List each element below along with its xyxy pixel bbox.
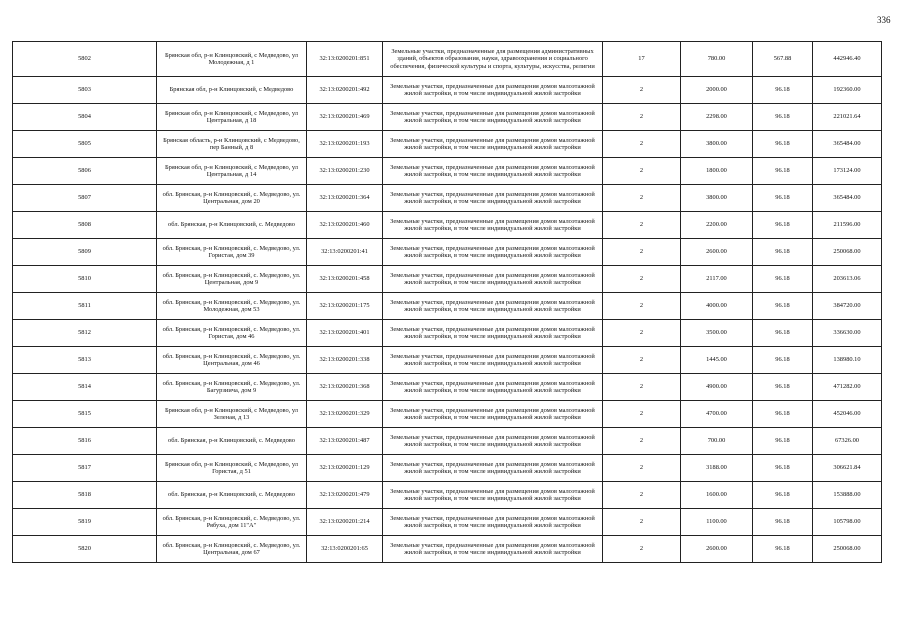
area-cell: 700.00 [681,428,753,455]
cadastral-number-cell: 32:13:0200201:364 [307,185,383,212]
land-use-cell: Земельные участки, предназначенные для размещения административных зданий, объектов образования, науки, здравоохранения и социального обеспечения, физической культуры и спорта, культуры, искусства, религии [383,42,603,77]
table-row [13,158,882,185]
table-row [13,293,882,320]
area-cell: 3800.00 [681,131,753,158]
area-cell: 1800.00 [681,158,753,185]
cadastral-value-cell: 221021.64 [813,104,882,131]
address-cell: обл. Брянская, р-н Клинцовский, с. Медведово [157,212,307,239]
group-cell: 2 [603,293,681,320]
land-use-cell: Земельные участки, предназначенные для размещения домов малоэтажной жилой застройки, в том числе индивидуальной жилой застройки [383,131,603,158]
row-number: 5818 [13,482,157,509]
cadastral-number-cell: 32:13:0200201:214 [307,509,383,536]
area-cell: 780.00 [681,42,753,77]
row-number: 5816 [13,428,157,455]
group-cell: 2 [603,158,681,185]
cadastral-number-cell: 32:13:0200201:368 [307,374,383,401]
group-cell: 2 [603,428,681,455]
table-row [13,455,882,482]
specific-value-cell: 96.18 [753,239,813,266]
area-cell: 1600.00 [681,482,753,509]
table-row [13,131,882,158]
cadastral-number-cell: 32:13:0200201:129 [307,455,383,482]
cadastral-number-cell: 32:13:0200201:41 [307,239,383,266]
row-number: 5815 [13,401,157,428]
table-row [13,42,882,77]
area-cell: 2000.00 [681,77,753,104]
address-cell: обл. Брянская, р-н Клинцовский, с. Медведово, ул. Гористая, дом 46 [157,320,307,347]
row-number: 5807 [13,185,157,212]
table-row [13,374,882,401]
land-use-cell: Земельные участки, предназначенные для размещения домов малоэтажной жилой застройки, в том числе индивидуальной жилой застройки [383,536,603,563]
area-cell: 4000.00 [681,293,753,320]
area-cell: 2117.00 [681,266,753,293]
row-number: 5808 [13,212,157,239]
address-cell: обл. Брянская, р-н Клинцовский, с. Медведово, ул. Рябуха, дом 11"А" [157,509,307,536]
area-cell: 3500.00 [681,320,753,347]
specific-value-cell: 96.18 [753,212,813,239]
address-cell: обл. Брянская, р-н Клинцовский, с. Медведово, ул. Молодежная, дом 53 [157,293,307,320]
cadastral-value-cell: 192360.00 [813,77,882,104]
land-use-cell: Земельные участки, предназначенные для размещения домов малоэтажной жилой застройки, в том числе индивидуальной жилой застройки [383,347,603,374]
cadastral-value-cell: 384720.00 [813,293,882,320]
cadastral-number-cell: 32:13:0200201:329 [307,401,383,428]
land-use-cell: Земельные участки, предназначенные для размещения домов малоэтажной жилой застройки, в том числе индивидуальной жилой застройки [383,401,603,428]
address-cell: обл. Брянская, р-н Клинцовский, с. Медведово [157,482,307,509]
specific-value-cell: 96.18 [753,374,813,401]
table-row [13,77,882,104]
page-number: 336 [877,15,891,25]
address-cell: Брянская обл, р-н Клинцовский, с Медведово, ул Центральная, д 18 [157,104,307,131]
specific-value-cell: 96.18 [753,293,813,320]
land-use-cell: Земельные участки, предназначенные для размещения домов малоэтажной жилой застройки, в том числе индивидуальной жилой застройки [383,509,603,536]
area-cell: 4900.00 [681,374,753,401]
area-cell: 3800.00 [681,185,753,212]
address-cell: Брянская обл, р-н Клинцовский, с Медведово, ул Зеленая, д 13 [157,401,307,428]
cadastral-number-cell: 32:13:0200201:469 [307,104,383,131]
group-cell: 2 [603,77,681,104]
table-row [13,266,882,293]
cadastral-number-cell: 32:13:0200201:338 [307,347,383,374]
area-cell: 2298.00 [681,104,753,131]
cadastral-number-cell: 32:13:0200201:401 [307,320,383,347]
group-cell: 2 [603,212,681,239]
specific-value-cell: 96.18 [753,185,813,212]
row-number: 5810 [13,266,157,293]
land-use-cell: Земельные участки, предназначенные для размещения домов малоэтажной жилой застройки, в том числе индивидуальной жилой застройки [383,239,603,266]
land-use-cell: Земельные участки, предназначенные для размещения домов малоэтажной жилой застройки, в том числе индивидуальной жилой застройки [383,482,603,509]
address-cell: Брянская обл, р-н Клинцовский, с Медведово, ул Центральная, д 14 [157,158,307,185]
row-number: 5811 [13,293,157,320]
row-number: 5809 [13,239,157,266]
cadastral-number-cell: 32:13:0200201:492 [307,77,383,104]
cadastral-number-cell: 32:13:0200201:460 [307,212,383,239]
address-cell: обл. Брянская, р-н Клинцовский, с. Медведово, ул. Центральная, дом 9 [157,266,307,293]
row-number: 5817 [13,455,157,482]
cadastral-value-cell: 365484.00 [813,131,882,158]
cadastral-value-table [12,41,882,563]
address-cell: обл. Брянская, р-н Клинцовский, с. Медведово, ул. Гористая, дом 39 [157,239,307,266]
table-row [13,212,882,239]
cadastral-number-cell: 32:13:0200201:458 [307,266,383,293]
address-cell: обл. Брянская, р-н Клинцовский, с. Медведово [157,428,307,455]
land-use-cell: Земельные участки, предназначенные для размещения домов малоэтажной жилой застройки, в том числе индивидуальной жилой застройки [383,104,603,131]
address-cell: Брянская область, р-н Клинцовский, с Медведово, пер Банный, д 8 [157,131,307,158]
land-use-cell: Земельные участки, предназначенные для размещения домов малоэтажной жилой застройки, в том числе индивидуальной жилой застройки [383,293,603,320]
area-cell: 4700.00 [681,401,753,428]
table-row [13,347,882,374]
address-cell: Брянская обл, р-н Клинцовский, с Медведово, ул Гористая, д 51 [157,455,307,482]
cadastral-value-cell: 203613.06 [813,266,882,293]
specific-value-cell: 96.18 [753,347,813,374]
specific-value-cell: 567.88 [753,42,813,77]
specific-value-cell: 96.18 [753,428,813,455]
group-cell: 2 [603,509,681,536]
land-use-cell: Земельные участки, предназначенные для размещения домов малоэтажной жилой застройки, в том числе индивидуальной жилой застройки [383,428,603,455]
group-cell: 2 [603,131,681,158]
row-number: 5814 [13,374,157,401]
row-number: 5805 [13,131,157,158]
land-use-cell: Земельные участки, предназначенные для размещения домов малоэтажной жилой застройки, в том числе индивидуальной жилой застройки [383,212,603,239]
cadastral-value-cell: 250068.00 [813,239,882,266]
cadastral-value-cell: 365484.00 [813,185,882,212]
row-number: 5806 [13,158,157,185]
land-use-cell: Земельные участки, предназначенные для размещения домов малоэтажной жилой застройки, в том числе индивидуальной жилой застройки [383,158,603,185]
specific-value-cell: 96.18 [753,509,813,536]
land-use-cell: Земельные участки, предназначенные для размещения домов малоэтажной жилой застройки, в том числе индивидуальной жилой застройки [383,266,603,293]
cadastral-value-cell: 67326.00 [813,428,882,455]
cadastral-number-cell: 32:13:0200201:851 [307,42,383,77]
cadastral-value-cell: 173124.00 [813,158,882,185]
row-number: 5803 [13,77,157,104]
table-body [13,42,882,563]
specific-value-cell: 96.18 [753,455,813,482]
table-row [13,509,882,536]
cadastral-value-cell: 105798.00 [813,509,882,536]
land-use-cell: Земельные участки, предназначенные для размещения домов малоэтажной жилой застройки, в том числе индивидуальной жилой застройки [383,185,603,212]
area-cell: 2600.00 [681,536,753,563]
specific-value-cell: 96.18 [753,158,813,185]
row-number: 5812 [13,320,157,347]
group-cell: 2 [603,239,681,266]
specific-value-cell: 96.18 [753,401,813,428]
area-cell: 2200.00 [681,212,753,239]
area-cell: 1100.00 [681,509,753,536]
address-cell: обл. Брянская, р-н Клинцовский, с. Медведово, ул. Центральная, дом 20 [157,185,307,212]
cadastral-value-cell: 153888.00 [813,482,882,509]
table-row [13,320,882,347]
cadastral-number-cell: 32:13:0200201:65 [307,536,383,563]
land-use-cell: Земельные участки, предназначенные для размещения домов малоэтажной жилой застройки, в том числе индивидуальной жилой застройки [383,374,603,401]
address-cell: обл. Брянская, р-н Клинцовский, с. Медведово, ул. Центральная, дом 67 [157,536,307,563]
group-cell: 2 [603,320,681,347]
group-cell: 2 [603,482,681,509]
specific-value-cell: 96.18 [753,77,813,104]
cadastral-number-cell: 32:13:0200201:193 [307,131,383,158]
land-use-cell: Земельные участки, предназначенные для размещения домов малоэтажной жилой застройки, в том числе индивидуальной жилой застройки [383,320,603,347]
group-cell: 2 [603,374,681,401]
row-number: 5820 [13,536,157,563]
group-cell: 2 [603,536,681,563]
address-cell: обл. Брянская, р-н Клинцовский, с. Медведово, ул. Багурзиича, дом 9 [157,374,307,401]
table-row [13,428,882,455]
cadastral-value-cell: 138980.10 [813,347,882,374]
area-cell: 2600.00 [681,239,753,266]
table-row [13,185,882,212]
table-row [13,104,882,131]
specific-value-cell: 96.18 [753,104,813,131]
address-cell: Брянская обл, р-н Клинцовский, с Медведово [157,77,307,104]
specific-value-cell: 96.18 [753,482,813,509]
group-cell: 2 [603,401,681,428]
row-number: 5802 [13,42,157,77]
land-use-cell: Земельные участки, предназначенные для размещения домов малоэтажной жилой застройки, в том числе индивидуальной жилой застройки [383,77,603,104]
cadastral-number-cell: 32:13:0200201:175 [307,293,383,320]
address-cell: обл. Брянская, р-н Клинцовский, с. Медведово, ул. Центральная, дом 46 [157,347,307,374]
area-cell: 3188.00 [681,455,753,482]
specific-value-cell: 96.18 [753,131,813,158]
group-cell: 17 [603,42,681,77]
specific-value-cell: 96.18 [753,266,813,293]
table-row [13,401,882,428]
cadastral-value-cell: 250068.00 [813,536,882,563]
area-cell: 1445.00 [681,347,753,374]
cadastral-value-cell: 211596.00 [813,212,882,239]
cadastral-value-cell: 452046.00 [813,401,882,428]
row-number: 5819 [13,509,157,536]
specific-value-cell: 96.18 [753,320,813,347]
cadastral-number-cell: 32:13:0200201:230 [307,158,383,185]
cadastral-value-cell: 442946.40 [813,42,882,77]
row-number: 5804 [13,104,157,131]
address-cell: Брянская обл, р-н Клинцовский, с Медведово, ул Молодежная, д 1 [157,42,307,77]
group-cell: 2 [603,104,681,131]
row-number: 5813 [13,347,157,374]
group-cell: 2 [603,347,681,374]
cadastral-number-cell: 32:13:0200201:487 [307,428,383,455]
group-cell: 2 [603,455,681,482]
group-cell: 2 [603,266,681,293]
table-row [13,536,882,563]
table-row [13,239,882,266]
table-row [13,482,882,509]
land-use-cell: Земельные участки, предназначенные для размещения домов малоэтажной жилой застройки, в том числе индивидуальной жилой застройки [383,455,603,482]
cadastral-number-cell: 32:13:0200201:479 [307,482,383,509]
cadastral-value-cell: 306621.84 [813,455,882,482]
cadastral-value-cell: 336630.00 [813,320,882,347]
specific-value-cell: 96.18 [753,536,813,563]
cadastral-value-cell: 471282.00 [813,374,882,401]
group-cell: 2 [603,185,681,212]
